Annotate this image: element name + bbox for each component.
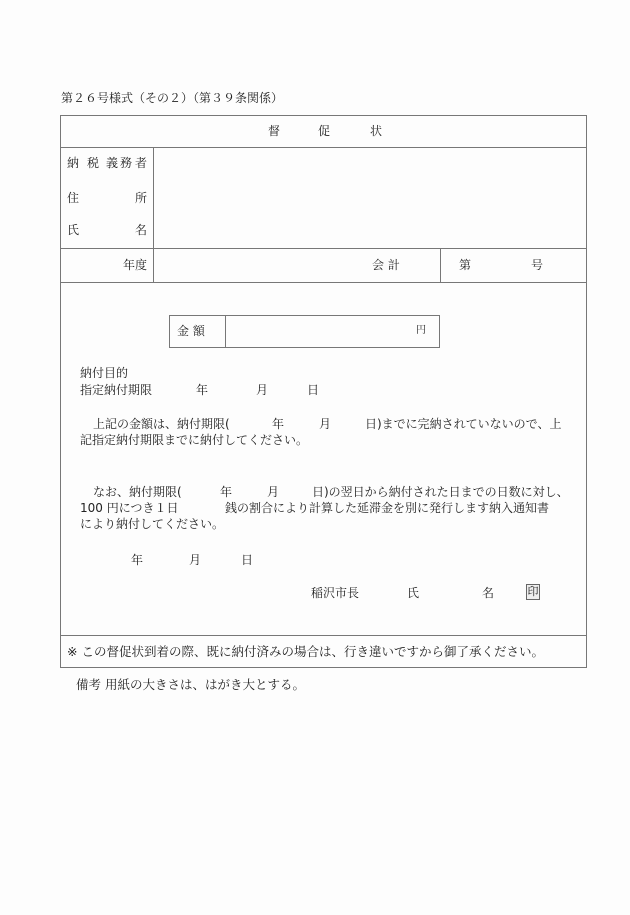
paragraph2-year: 年: [220, 485, 233, 499]
divider: [225, 316, 226, 347]
mayor-title: 稲沢市長: [311, 586, 360, 600]
seal-stamp: 印: [527, 585, 539, 598]
deadline-year: 年: [196, 383, 209, 397]
paragraph2-text: により納付してください。: [80, 517, 225, 531]
divider: [60, 147, 587, 148]
taxpayer-label-char: 務: [120, 156, 133, 170]
title-char: 督: [268, 124, 281, 138]
paragraph1-year: 年: [272, 417, 285, 431]
purpose-label: 納付目的: [80, 366, 129, 380]
notice-text: ※ この督促状到着の際、既に納付済みの場合は、行き違いですから御了承ください。: [67, 644, 544, 659]
issue-date-day: 日: [241, 553, 254, 567]
divider: [60, 248, 587, 249]
taxpayer-label-char: 義: [106, 156, 119, 170]
amount-label: 金 額: [177, 324, 205, 338]
number-suffix: 号: [531, 258, 544, 272]
paragraph2-text: 日)の翌日から納付された日までの日数に対し、: [312, 485, 569, 499]
paragraph1-text: 日)までに完納されていないので、上: [365, 417, 562, 431]
paragraph2-text: 100 円につき１日: [80, 501, 179, 515]
taxpayer-label-char: 納: [67, 156, 80, 170]
signature-name-char: 氏: [407, 586, 420, 600]
issue-date-month: 月: [189, 553, 202, 567]
divider: [153, 147, 154, 282]
account-label: 会 計: [372, 258, 400, 272]
remarks-text: 備考 用紙の大きさは、はがき大とする。: [76, 677, 305, 692]
fiscal-year-label: 年度: [123, 258, 148, 272]
address-label-char: 住: [67, 191, 80, 205]
deadline-day: 日: [307, 383, 320, 397]
taxpayer-label-char: 税: [87, 156, 100, 170]
paragraph2-month: 月: [267, 485, 280, 499]
name-label-char: 氏: [67, 223, 80, 237]
paragraph2-text: 銭の割合により計算した延滞金を別に発行します納入通知書: [225, 501, 550, 515]
form-number-label: 第２６号様式（その２）（第３９条関係）: [61, 91, 284, 105]
title-char: 促: [318, 124, 331, 138]
divider: [60, 282, 587, 283]
divider: [60, 635, 587, 636]
deadline-month: 月: [256, 383, 269, 397]
issue-date-year: 年: [131, 553, 144, 567]
paragraph1-text: 記指定納付期限までに納付してください。: [80, 433, 309, 447]
paragraph1-text: 上記の金額は、納付期限(: [93, 417, 230, 431]
amount-box: [169, 315, 440, 348]
divider: [440, 248, 441, 282]
paragraph1-month: 月: [319, 417, 332, 431]
taxpayer-label-char: 者: [135, 156, 148, 170]
deadline-label: 指定納付期限: [80, 383, 153, 397]
name-label-char: 名: [135, 223, 148, 237]
number-prefix: 第: [459, 258, 472, 272]
title-char: 状: [370, 124, 383, 138]
paragraph2-text: なお、納付期限(: [93, 485, 182, 499]
signature-name-char: 名: [482, 586, 495, 600]
amount-unit: 円: [416, 325, 426, 336]
address-label-char: 所: [135, 191, 148, 205]
